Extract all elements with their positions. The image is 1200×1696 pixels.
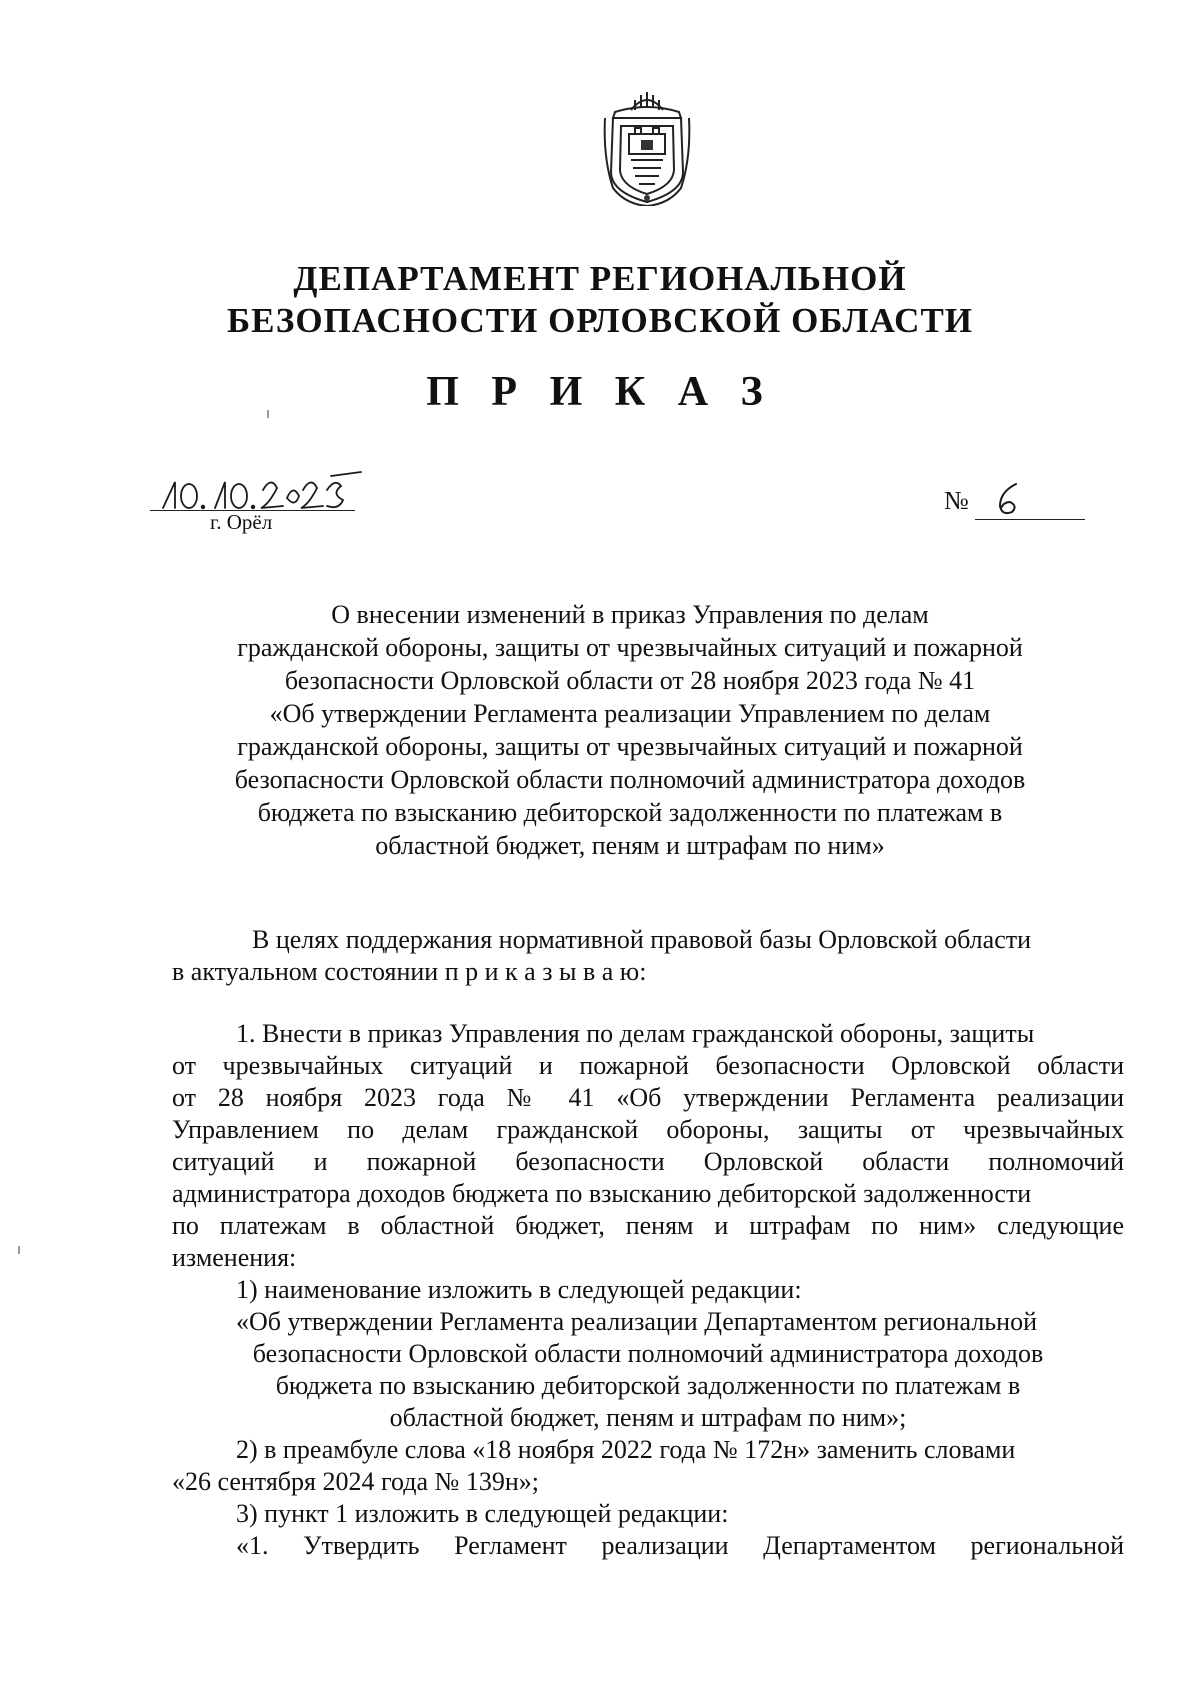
item1-line: от чрезвычайных ситуаций и пожарной безопасности Орловской области [172,1051,1124,1080]
sub3-title: 3) пункт 1 изложить в следующей редакции: [236,1499,729,1528]
sub1-quote-line: «Об утверждении Регламента реализации Департаментом региональной [236,1307,1037,1336]
number-underline [975,519,1085,520]
document-subject [180,598,1080,862]
city-label: г. Орёл [210,510,273,534]
subject-line: безопасности Орловской области полномочий администратора доходов [234,765,1026,794]
coat-of-arms-emblem [601,88,693,206]
item1-line: администратора доходов бюджета по взысканию дебиторской задолженности [172,1179,1032,1208]
handwritten-date [155,468,365,512]
sub1-quote-line: областной бюджет, пеням и штрафам по ним»; [389,1403,907,1432]
subject-line: «Об утверждении Регламента реализации Управлением по делам [269,699,991,728]
sub1-quote-line: безопасности Орловской области полномочий администратора доходов [252,1339,1044,1368]
subject-line: безопасности Орловской области от 28 ноября 2023 года № 41 [284,666,976,695]
department-title-line2: БЕЗОПАСНОСТИ ОРЛОВСКОЙ ОБЛАСТИ [226,301,974,340]
document-type-heading: П Р И К А З [426,369,774,415]
item1-line: ситуаций и пожарной безопасности Орловской области полномочий [172,1147,1124,1176]
subject-line: областной бюджет, пеням и штрафам по ним» [375,831,885,860]
subject-line: О внесении изменений в приказ Управления по делам [331,600,929,629]
sub2-line: 2) в преамбуле слова «18 ноября 2022 года № 172н» заменить словами [236,1435,1016,1464]
sub1-title: 1) наименование изложить в следующей редакции: [236,1275,802,1304]
sub3-quote-line: «1. Утвердить Регламент реализации Департаментом региональной [236,1531,1124,1560]
document-body [172,924,1124,1562]
item1-line: 1. Внести в приказ Управления по делам гражданской обороны, защиты [236,1019,1035,1048]
item1-line: Управлением по делам гражданской обороны, защиты от чрезвычайных [172,1115,1124,1144]
sub2-line: «26 сентября 2024 года № 139н»; [172,1467,539,1496]
subject-line: бюджета по взысканию дебиторской задолженности по платежам в [257,798,1003,827]
department-title [0,258,1200,342]
sub1-quote-line: бюджета по взысканию дебиторской задолженности по платежам в [275,1371,1021,1400]
handwritten-number [990,478,1030,518]
number-label: № [944,486,969,515]
item1-line: от 28 ноября 2023 года № 41 «Об утверждении Регламента реализации [172,1083,1124,1112]
preamble-line: в актуальном состоянии п р и к а з ы в а ю: [172,957,647,986]
item1-line: по платежам в областной бюджет, пеням и штрафам по ним» следующие [172,1211,1124,1240]
department-title-line1: ДЕПАРТАМЕНТ РЕГИОНАЛЬНОЙ [293,259,907,298]
preamble-line: В целях поддержания нормативной правовой базы Орловской области [252,925,1032,954]
item1-line: изменения: [172,1243,297,1272]
subject-line: гражданской обороны, защиты от чрезвычайных ситуаций и пожарной [237,732,1023,761]
subject-line: гражданской обороны, защиты от чрезвычайных ситуаций и пожарной [237,633,1023,662]
